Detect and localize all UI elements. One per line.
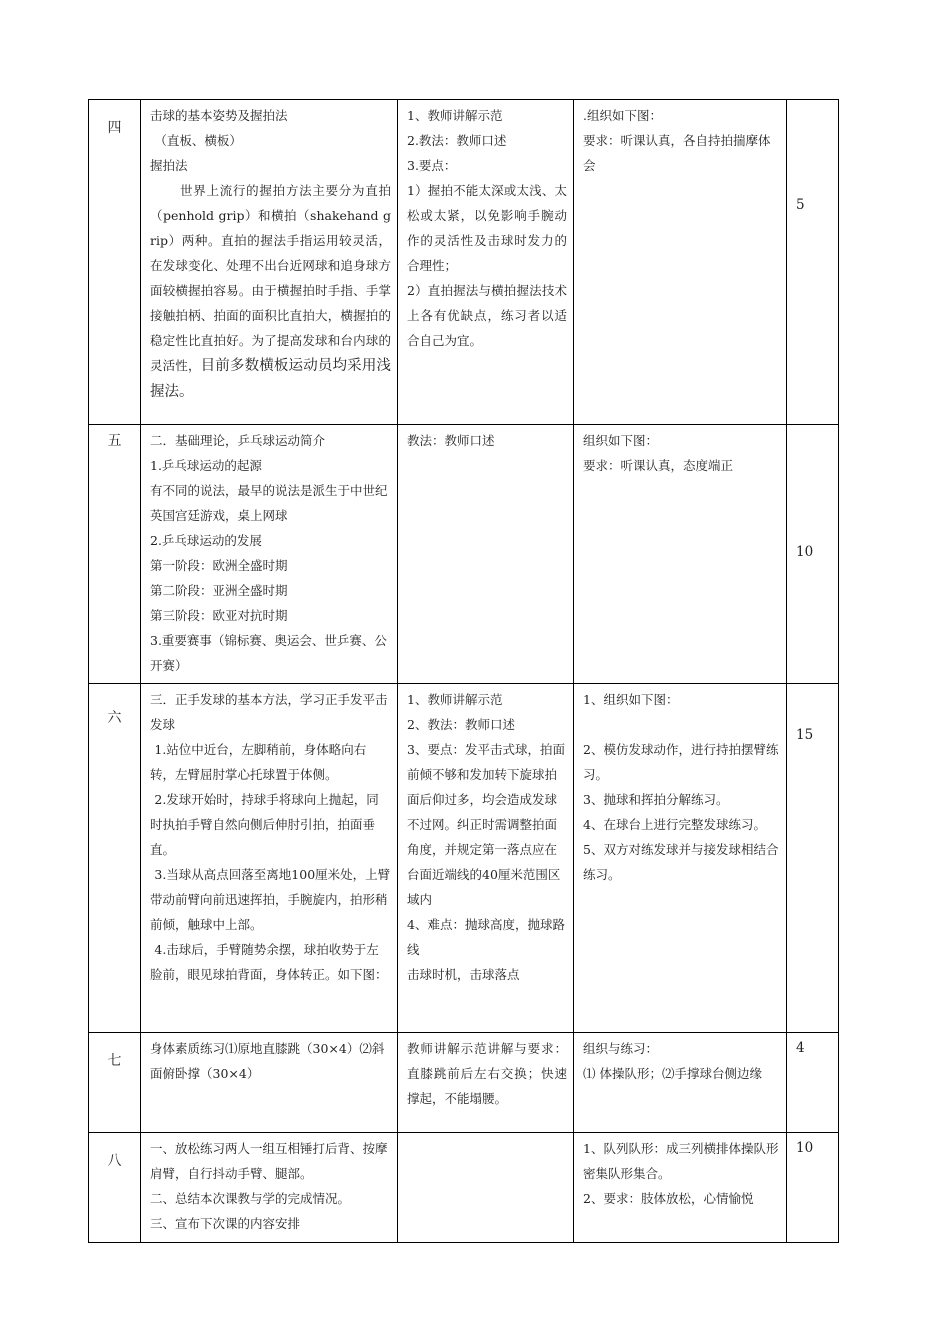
content-line: 三．正手发球的基本方法，学习正手发平击发球 (150, 692, 388, 732)
table-row-5 (89, 425, 839, 684)
content-line: 4.击球后，手臂随势余摆，球拍收势于左脸前，眼见球拍背面，身体转正。如下图： (150, 942, 388, 982)
organization-line: .组织如下图： (583, 108, 662, 123)
method-line: 4、难点：抛球高度，抛球路线 (407, 917, 565, 957)
method-line: 击球时机，击球落点 (407, 967, 520, 982)
method-line: 3、要点：发平击式球，拍面前倾不够和发加转下旋球拍面后仰过多，均会造成发球不过网。纠正时需调整拍面角度，并规定第一落点应在台面近端线的40厘米范围区域内 (407, 742, 565, 907)
table-row-6 (89, 684, 839, 1033)
content-line: 一、放松练习两人一组互相锤打后背、按摩肩臂，自行抖动手臂、腿部。 (150, 1141, 388, 1181)
row-number: 四 (89, 100, 141, 425)
organization-line: ⑴ 体操队形；⑵手撑球台侧边缘 (583, 1066, 762, 1081)
content-line: 身体素质练习⑴原地直膝跳（30×4）⑵斜面俯卧撑（30×4） (150, 1041, 385, 1081)
method-line: 2、教法：教师口述 (407, 717, 515, 732)
organization-line: 组织与练习： (583, 1041, 659, 1056)
organization-cell (574, 100, 787, 425)
method-line: 1、教师讲解示范 (407, 692, 503, 707)
content-cell (141, 684, 398, 1033)
method-cell (398, 684, 574, 1033)
organization-cell (574, 425, 787, 684)
content-cell (141, 1133, 398, 1243)
content-line: 第一阶段：欧洲全盛时期 (150, 558, 288, 573)
table-row-8 (89, 1133, 839, 1243)
organization-line: 4、在球台上进行完整发球练习。 (583, 817, 766, 832)
content-cell (141, 100, 398, 425)
organization-line: 组织如下图： (583, 433, 659, 448)
organization-line: 3、抛球和挥拍分解练习。 (583, 792, 729, 807)
lesson-plan-table (88, 99, 839, 1243)
content-line: 3.重要赛事（锦标赛、奥运会、世乒赛、公开赛） (150, 633, 387, 673)
organization-cell (574, 1033, 787, 1133)
row-number: 八 (89, 1133, 141, 1243)
time-cell: 10 (787, 425, 839, 684)
content-line: 二、总结本次课教与学的完成情况。 (150, 1191, 351, 1206)
content-line: 有不同的说法，最早的说法是派生于中世纪英国宫廷游戏，桌上网球 (150, 483, 388, 523)
content-line: 握拍法 (150, 158, 188, 173)
method-cell (398, 1133, 574, 1243)
content-line: （直板、横板） (154, 133, 242, 148)
content-line: 第二阶段：亚洲全盛时期 (150, 583, 288, 598)
content-line: 第三阶段：欧亚对抗时期 (150, 608, 288, 623)
row-number: 五 (89, 425, 141, 684)
time-cell: 15 (787, 684, 839, 1033)
content-line: 二．基础理论，乒乓球运动简介 (150, 433, 326, 448)
organization-line: 2、模仿发球动作，进行持拍摆臂练习。 (583, 742, 779, 782)
content-line: 3.当球从高点回落至离地100厘米处，上臂带动前臂向前迅速挥拍，手腕旋内，拍形稍前倾，触球中上部。 (150, 867, 391, 932)
organization-line: 1、组织如下图： (583, 692, 679, 707)
method-line: 3.要点： (407, 158, 457, 173)
content-line: 三、宣布下次课的内容安排 (150, 1216, 301, 1231)
method-line: 教法：教师口述 (407, 433, 495, 448)
organization-line: 要求：听课认真，各自持拍揣摩体会 (583, 133, 771, 173)
content-line: 1.站位中近台，左脚稍前，身体略向右转，左臂屈肘掌心托球置于体侧。 (150, 742, 367, 782)
method-line: 2）直拍握法与横拍握法技术上各有优缺点，练习者以适合自己为宜。 (407, 283, 567, 348)
table-row-4 (89, 100, 839, 425)
organization-line: 要求：听课认真，态度端正 (583, 458, 734, 473)
table-row-7 (89, 1033, 839, 1133)
content-cell (141, 425, 398, 684)
method-line: 2.教法：教师口述 (407, 133, 507, 148)
organization-line: 5、双方对练发球并与接发球相结合练习。 (583, 842, 779, 882)
method-line: 1、教师讲解示范 (407, 108, 503, 123)
organization-line: 2、要求：肢体放松，心情愉悦 (583, 1191, 754, 1206)
content-paragraph: 世界上流行的握拍方法主要分为直拍（penhold grip）和横拍（shakehand grip）两种。直拍的握法手指运用较灵活，在发球变化、处理不出台近网球和追身球方面较横握拍容易。由于横握拍时手指、手掌接触拍柄、拍面的面积比直拍大，横握拍的稳定性比直拍好。为了提高发球和台内球的灵活性， (150, 183, 391, 373)
content-line: 击球的基本姿势及握拍法 (150, 108, 288, 123)
row-number: 六 (89, 684, 141, 1033)
method-cell (398, 1033, 574, 1133)
organization-cell (574, 1133, 787, 1243)
organization-cell (574, 684, 787, 1033)
time-cell: 4 (787, 1033, 839, 1133)
row-number: 七 (89, 1033, 141, 1133)
time-cell: 5 (787, 100, 839, 425)
method-line: 1）握拍不能太深或太浅、太松或太紧，以免影响手腕动作的灵活性及击球时发力的合理性； (407, 183, 567, 273)
content-paragraph-tail: 目前多数横板运动员均采用浅握法。 (150, 358, 391, 400)
time-cell: 10 (787, 1133, 839, 1243)
organization-line: 1、队列队形：成三列横排体操队形密集队形集合。 (583, 1141, 779, 1181)
content-line: 2.乒乓球运动的发展 (150, 533, 262, 548)
method-line: 教师讲解示范讲解与要求：直膝跳前后左右交换；快速撑起，不能塌腰。 (407, 1041, 567, 1106)
content-cell (141, 1033, 398, 1133)
method-cell (398, 100, 574, 425)
content-line: 2.发球开始时，持球手将球向上抛起，同时执拍手臂自然向侧后伸肘引拍，拍面垂直。 (150, 792, 379, 857)
method-cell (398, 425, 574, 684)
content-line: 1.乒乓球运动的起源 (150, 458, 262, 473)
